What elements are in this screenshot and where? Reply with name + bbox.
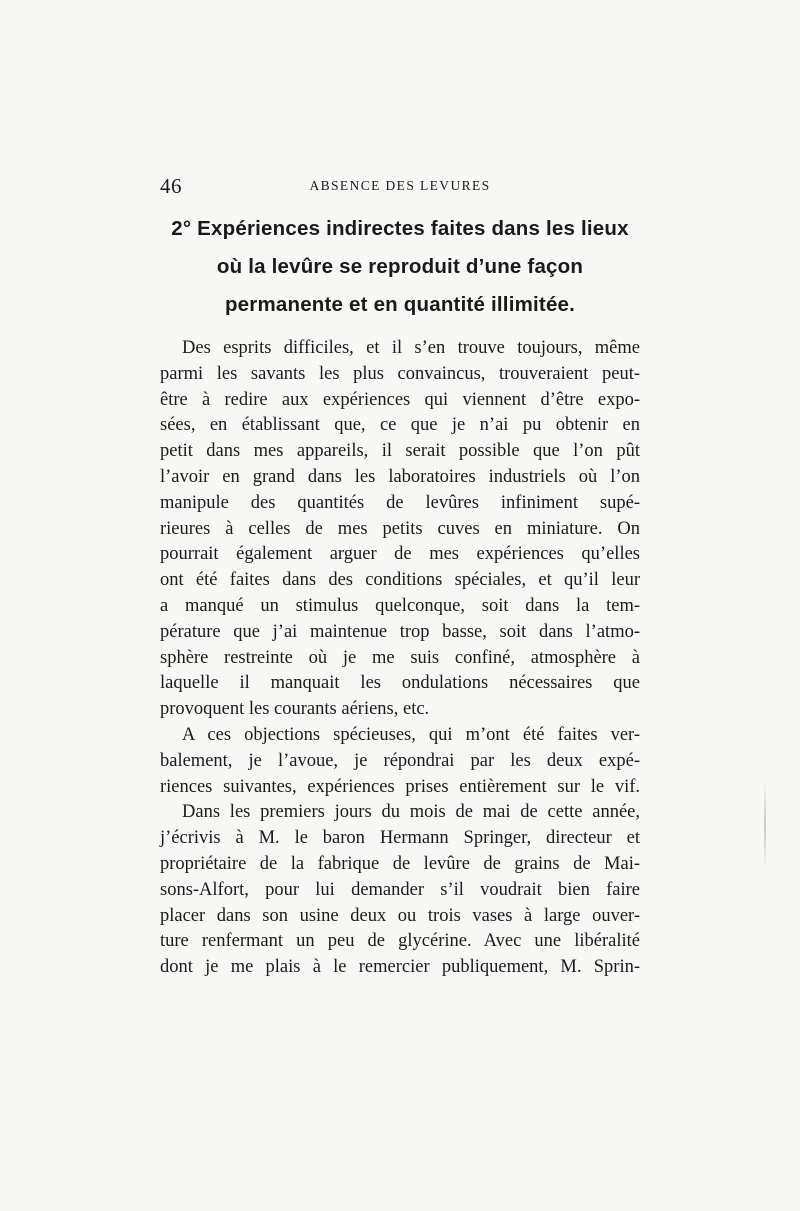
text-line: l’avoir en grand dans les laboratoires industriels où l’on	[160, 466, 640, 487]
text-line: sées, en établissant que, ce que je n’ai pu obtenir en	[160, 415, 640, 436]
section-heading-line: où la levûre se reproduit d’une façon	[216, 255, 584, 278]
running-head	[160, 174, 640, 198]
text-line: manipule des quantités de levûres infiniment supé-	[160, 492, 640, 513]
text-line: petit dans mes appareils, il serait possible que l’on pût	[160, 441, 640, 462]
text-line: Dans les premiers jours du mois de mai de cette année,	[182, 802, 640, 823]
text-line: pérature que j’ai maintenue trop basse, soit dans l’atmo-	[160, 621, 640, 642]
text-line: ont été faites dans des conditions spéciales, et qu’il leur	[160, 570, 640, 591]
body-text	[160, 336, 640, 981]
text-line: laquelle il manquait les ondulations nécessaires que	[160, 673, 640, 694]
text-line: parmi les savants les plus convaincus, trouveraient peut-	[160, 363, 640, 384]
paragraph-reply	[160, 723, 640, 800]
section-heading-line: permanente et en quantité illimitée.	[224, 293, 576, 316]
running-title: ABSENCE DES LEVURES	[309, 178, 491, 193]
text-line: sons-Alfort, pour lui demander s’il voudrait bien faire	[160, 879, 640, 900]
text-line: provoquent les courants aériens, etc.	[160, 699, 430, 720]
text-line: Des esprits difficiles, et il s’en trouve toujours, même	[182, 338, 640, 358]
page-edge-shadow	[764, 780, 766, 870]
section-heading	[150, 210, 650, 324]
paragraph-objections	[160, 336, 640, 723]
text-line: a manqué un stimulus quelconque, soit dans la tem-	[160, 595, 640, 616]
text-line: j’écrivis à M. le baron Hermann Springer, directeur et	[160, 828, 640, 849]
text-line: propriétaire de la fabrique de levûre de grains de Mai-	[160, 853, 640, 874]
text-line: riences suivantes, expériences prises entièrement sur le vif.	[160, 776, 640, 797]
page-number: 46	[160, 174, 182, 198]
text-line: pourrait également arguer de mes expériences qu’elles	[160, 544, 640, 565]
text-line: placer dans son usine deux ou trois vases à large ouver-	[160, 905, 640, 926]
text-line: balement, je l’avoue, je répondrai par les deux expé-	[160, 750, 640, 771]
text-line: rieures à celles de mes petits cuves en miniature. On	[160, 518, 640, 539]
section-heading-line: 2° Expériences indirectes faites dans les lieux	[171, 217, 629, 240]
text-line: sphère restreinte où je me suis confiné, atmosphère à	[160, 647, 640, 668]
paragraph-springer	[160, 800, 640, 981]
text-line: dont je me plais à le remercier publiquement, M. Sprin-	[160, 957, 640, 978]
text-line: être à redire aux expériences qui viennent d’être expo-	[160, 389, 640, 410]
text-line: A ces objections spécieuses, qui m’ont été faites ver-	[182, 724, 640, 745]
text-line: ture renfermant un peu de glycérine. Avec une libéralité	[160, 931, 640, 952]
